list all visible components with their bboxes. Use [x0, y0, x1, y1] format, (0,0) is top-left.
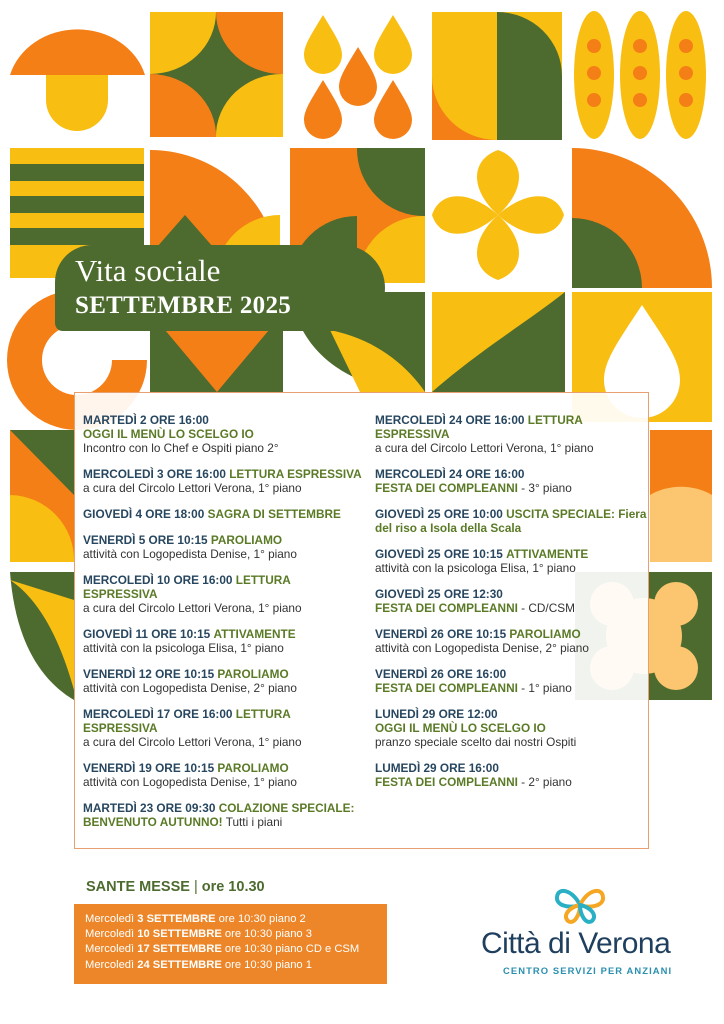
title-banner — [55, 245, 385, 331]
event-when: LUNEDÌ 29 ORE 12:00 — [375, 707, 498, 721]
event-item — [83, 801, 368, 829]
event-title: FESTA DEI COMPLEANNI — [375, 775, 518, 789]
event-item — [375, 627, 660, 655]
pods-tile — [574, 11, 706, 139]
messe-title: SANTE MESSE — [86, 879, 190, 895]
event-when: GIOVEDÌ 11 ORE 10:15 — [83, 627, 211, 641]
drops-tile — [304, 15, 412, 139]
messe-detail: ore 10:30 piano 3 — [224, 928, 312, 941]
event-title: OGGI IL MENÙ LO SCELGO IO — [83, 427, 254, 441]
event-item — [375, 467, 660, 495]
event-detail: attività con la psicologa Elisa, 1° piano — [375, 561, 576, 575]
events-column-left — [83, 413, 368, 841]
event-when: LUMEDÌ 29 ORE 16:00 — [375, 761, 499, 775]
event-detail: a cura del Circolo Lettori Verona, 1° piano — [375, 441, 594, 455]
event-item — [83, 573, 368, 615]
messe-date: 3 SETTEMBRE — [137, 913, 216, 925]
petals-tile — [432, 150, 564, 280]
event-detail: - CD/CSM — [521, 601, 575, 615]
messe-row — [85, 912, 387, 927]
event-when: GIOVEDÌ 25 ORE 12:30 — [375, 587, 503, 601]
event-item — [83, 413, 368, 455]
messe-day: Mercoledì — [85, 958, 135, 971]
event-detail: attività con Logopedista Denise, 1° piano — [83, 775, 297, 789]
event-title: PAROLIAMO — [509, 627, 581, 641]
event-item — [83, 667, 368, 695]
event-item — [375, 413, 660, 455]
event-detail: attività con Logopedista Denise, 2° piano — [375, 641, 589, 655]
event-when: MERCOLEDÌ 24 ORE 16:00 — [375, 467, 525, 481]
event-title: COLAZIONE SPECIALE: BENVENUTO AUTUNNO! — [83, 801, 355, 829]
events-panel — [74, 392, 649, 849]
title-line-2: SETTEMBRE 2025 — [75, 292, 292, 319]
event-item — [375, 507, 660, 535]
title-line-1: Vita sociale — [75, 253, 221, 288]
event-title: OGGI IL MENÙ LO SCELGO IO — [375, 721, 546, 735]
pinwheel-tile — [150, 12, 283, 137]
event-title: SAGRA DI SETTEMBRE — [207, 507, 341, 521]
event-when: VENERDÌ 12 ORE 10:15 — [83, 667, 215, 681]
messe-date: 24 SETTEMBRE — [137, 958, 222, 971]
messe-date: 17 SETTEMBRE — [137, 943, 222, 956]
messe-heading — [86, 879, 265, 895]
event-when: GIOVEDÌ 4 ORE 18:00 — [83, 507, 205, 521]
event-when: VENERDÌ 19 ORE 10:15 — [83, 761, 215, 775]
leaf-tile-bottom-left — [10, 572, 74, 700]
logo — [481, 885, 681, 985]
messe-day: Mercoledì — [85, 928, 135, 941]
event-title: LETTURA ESPRESSIVA — [83, 707, 291, 735]
event-item — [375, 587, 660, 615]
split-leaf-tile — [432, 292, 565, 392]
event-when: MERCOLEDÌ 10 ORE 16:00 — [83, 573, 233, 587]
event-title: USCITA SPECIALE: Fiera del riso a Isola della Scala — [375, 507, 647, 535]
event-detail: a cura del Circolo Lettori Verona, 1° piano — [83, 735, 302, 749]
event-item — [375, 761, 660, 789]
event-when: MERCOLEDÌ 17 ORE 16:00 — [83, 707, 233, 721]
event-detail: - 1° piano — [521, 681, 572, 695]
event-when: MARTEDÌ 2 ORE 16:00 — [83, 413, 209, 427]
event-when: MERCOLEDÌ 24 ORE 16:00 — [375, 413, 525, 427]
event-when: GIOVEDÌ 25 ORE 10:00 — [375, 507, 503, 521]
event-title: FESTA DEI COMPLEANNI — [375, 481, 518, 495]
event-title: FESTA DEI COMPLEANNI — [375, 601, 518, 615]
orange-tile-left — [10, 430, 74, 562]
event-detail: Incontro con lo Chef e Ospiti piano 2° — [83, 441, 279, 455]
event-item — [375, 547, 660, 575]
event-detail: - 2° piano — [521, 775, 572, 789]
event-item — [83, 761, 368, 789]
messe-row — [85, 942, 387, 957]
event-when: GIOVEDÌ 25 ORE 10:15 — [375, 547, 503, 561]
event-when: MERCOLEDÌ 3 ORE 16:00 — [83, 467, 226, 481]
event-item — [375, 707, 660, 749]
event-detail: a cura del Circolo Lettori Verona, 1° piano — [83, 481, 302, 495]
messe-time: ore 10.30 — [201, 879, 265, 895]
event-when: VENERDÌ 26 ORE 16:00 — [375, 667, 507, 681]
event-item — [83, 467, 368, 495]
event-detail: attività con Logopedista Denise, 1° piano — [83, 547, 297, 561]
event-detail: pranzo speciale scelto dai nostri Ospiti — [375, 735, 577, 749]
messe-detail: ore 10:30 piano CD e CSM — [224, 943, 360, 956]
event-title: ATTIVAMENTE — [213, 627, 296, 641]
events-column-right — [375, 413, 660, 801]
messe-date: 10 SETTEMBRE — [137, 928, 222, 941]
messe-detail: ore 10:30 piano 2 — [218, 913, 306, 925]
event-title: PAROLIAMO — [217, 761, 289, 775]
event-title: LETTURA ESPRESSIVA — [229, 467, 362, 481]
event-detail: Tutti i piani — [225, 815, 283, 829]
event-when: VENERDÌ 26 ORE 10:15 — [375, 627, 507, 641]
event-title: LETTURA ESPRESSIVA — [83, 573, 291, 601]
butterfly-icon — [554, 885, 606, 925]
event-title: ATTIVAMENTE — [506, 547, 589, 561]
event-detail: attività con la psicologa Elisa, 1° piano — [83, 641, 284, 655]
event-item — [375, 667, 660, 695]
event-item — [83, 707, 368, 749]
event-title: PAROLIAMO — [217, 667, 289, 681]
event-item — [83, 627, 368, 655]
logo-subtitle: CENTRO SERVIZI PER ANZIANI — [503, 965, 673, 976]
messe-row — [85, 927, 387, 942]
event-title: LETTURA ESPRESSIVA — [375, 413, 583, 441]
event-detail: attività con Logopedista Denise, 2° piano — [83, 681, 297, 695]
mushroom-shape — [10, 29, 145, 131]
messe-detail: ore 10:30 piano 1 — [224, 958, 312, 971]
messe-row — [85, 958, 387, 973]
messe-separator: | — [193, 879, 198, 895]
rainbow-tile — [572, 148, 712, 288]
logo-name: Città di Verona — [481, 927, 671, 960]
leaf-tile — [432, 12, 562, 140]
event-detail: a cura del Circolo Lettori Verona, 1° piano — [83, 601, 302, 615]
event-when: VENERDÌ 5 ORE 10:15 — [83, 533, 208, 547]
messe-day: Mercoledì — [85, 943, 135, 956]
messe-day: Mercoledì — [85, 913, 135, 925]
event-item — [83, 507, 368, 521]
event-title: PAROLIAMO — [210, 533, 283, 547]
messe-schedule-box — [74, 904, 387, 984]
event-detail: - 3° piano — [521, 481, 572, 495]
event-title: FESTA DEI COMPLEANNI — [375, 681, 518, 695]
event-when: MARTEDÌ 23 ORE 09:30 — [83, 801, 216, 815]
event-item — [83, 533, 368, 561]
